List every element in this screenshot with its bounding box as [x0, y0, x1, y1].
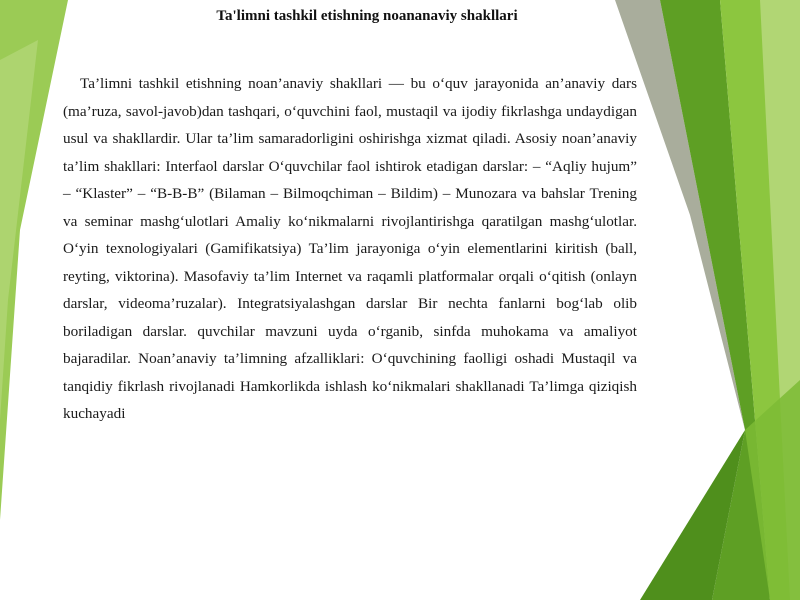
slide-title: Ta'limni tashkil etishning noananaviy shakllari: [216, 8, 518, 24]
slide-body-text: Ta’limni tashkil etishning noan’anaviy shakllari — bu o‘quv jarayonida an’anaviy dars (ma’ruza, savol-javob)dan tashqari, o‘quvchini faol, mustaqil va ijodiy fikrlashga undaydigan usul va shakllardir. Ular ta’lim samaradorligini oshirishga xizmat qiladi. Asosiy noan’anaviy ta’lim shakllari: Interfaol darslar O‘quvchilar faol ishtirok etadigan darslar: – “Aqliy hujum” – “Klaster” – “B-B-B” (Bilaman – Bilmoqchiman – Bildim) – Munozara va bahslar Trening va seminar mashg‘ulotlari Amaliy ko‘nikmalarni rivojlantirishga qaratilgan mashg‘ulotlar. O‘yin texnologiyalari (Gamifikatsiya) Ta’lim jarayoniga o‘yin elementlarini kiritish (ball, reyting, viktorina). Masofaviy ta’lim Internet va raqamli platformalar orqali o‘qitish (onlayn darslar, videoma’ruzalar). Integratsiyalashgan darslar Bir nechta fanlarni bog‘lab olib boriladigan darslar. quvchilar mavzuni uyda o‘rganib, sinfda muhokama va amaliyot bajaradilar. Noan’anaviy ta’limning afzalliklari: O‘quvchining faolligi oshadi Mustaqil va tanqidiy fikrlash rivojlanadi Hamkorlikda ishlash ko‘nikmalari shakllanadi Ta’limga qiziqish kuchayadi: [63, 75, 637, 422]
